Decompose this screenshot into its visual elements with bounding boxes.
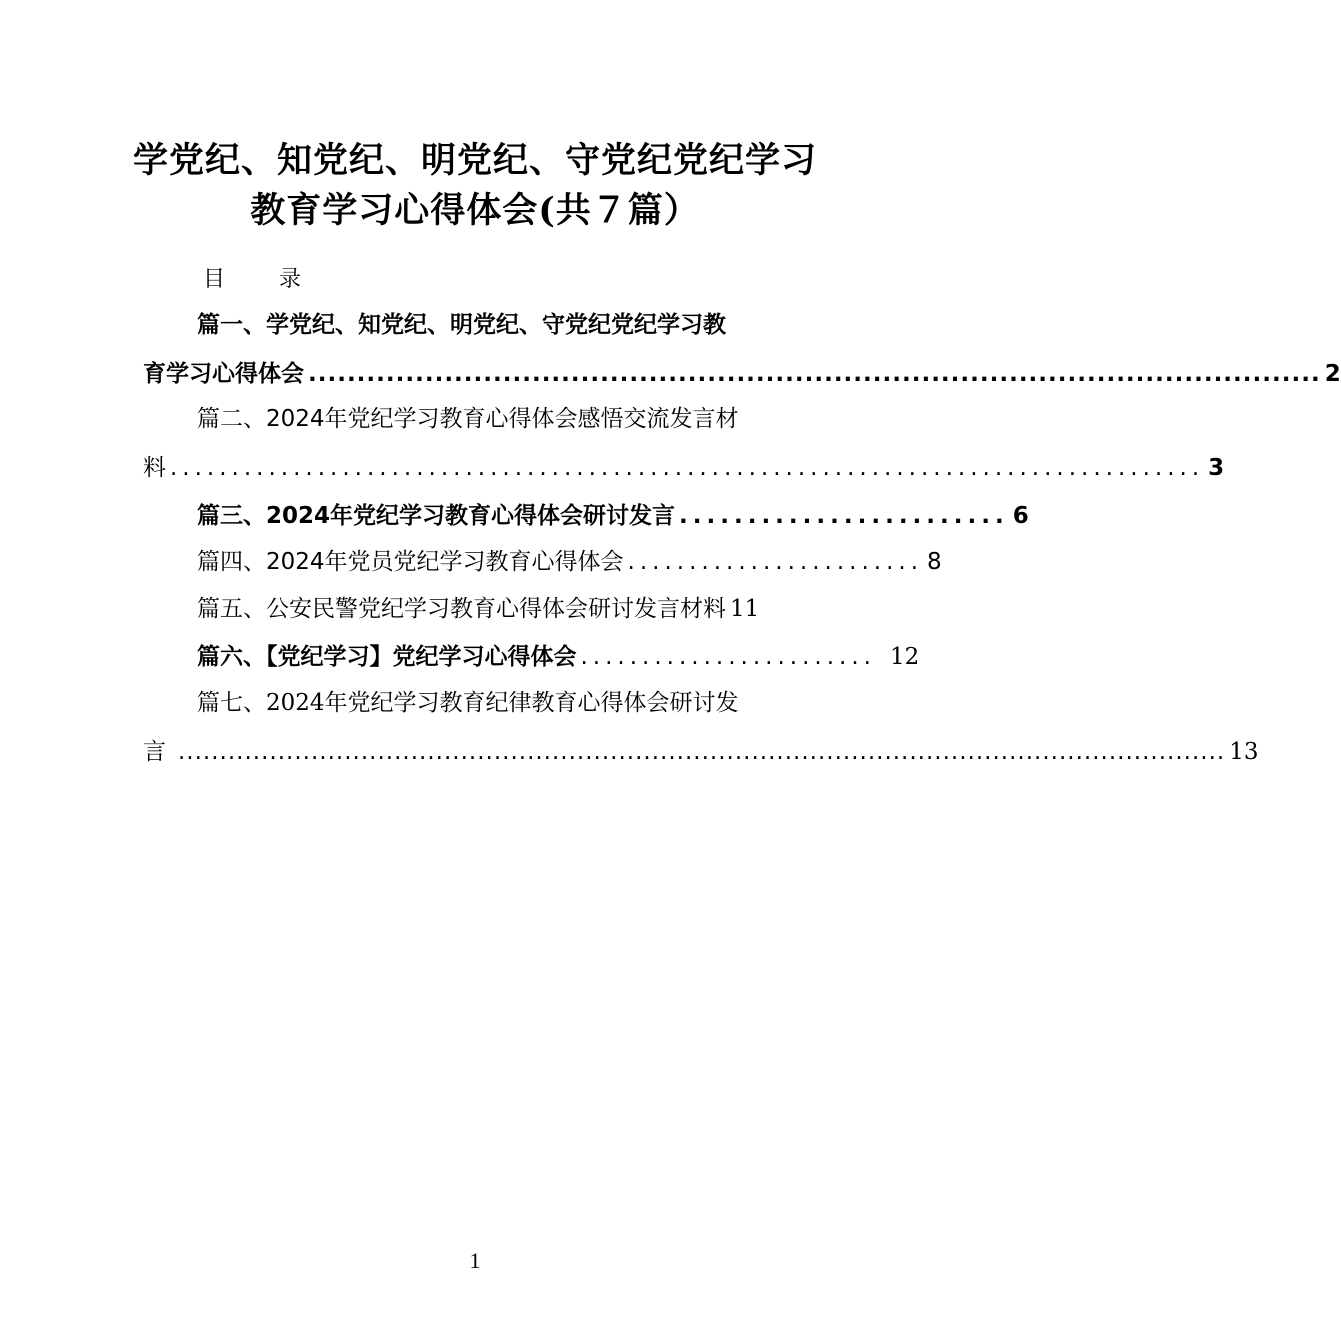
toc-entry-1-page: 2 — [1324, 361, 1341, 387]
toc-entry-2-line-2[interactable] — [143, 451, 1225, 485]
toc-entry-1-line-1: 篇一、学党纪、知党纪、明党纪、守党纪党纪学习教 — [197, 312, 726, 338]
toc-entry-2-title-tail: 料 — [143, 455, 166, 481]
toc-entry-7-leader: .............................................................................................................................. — [178, 739, 1226, 765]
toc-heading: 目 录 — [203, 267, 318, 292]
toc-entry-1-line-2[interactable] — [143, 357, 1341, 391]
toc-entry-7-title-tail: 言 — [143, 739, 166, 765]
toc-entry-2-line-1: 篇二、2024年党纪学习教育心得体会感悟交流发言材 — [197, 406, 739, 432]
toc-entry-5-title: 篇五、公安民警党纪学习教育心得体会研讨发言材料 — [197, 596, 726, 622]
toc-entry-6-page: 12 — [889, 644, 920, 670]
toc-entry-7-line-1: 篇七、2024年党纪学习教育纪律教育心得体会研讨发 — [197, 690, 739, 716]
document-title-line-1: 学党纪、知党纪、明党纪、守党纪党纪学习 — [132, 140, 817, 181]
document-title-line-2: 教育学习心得体会(共７篇） — [250, 190, 700, 231]
toc-entry-5[interactable] — [197, 592, 817, 626]
toc-entry-3[interactable] — [197, 499, 1029, 533]
toc-entry-4[interactable] — [197, 545, 942, 579]
toc-entry-4-leader: ........................ — [627, 549, 924, 575]
toc-entry-7-line-2[interactable] — [143, 735, 1259, 769]
toc-entry-1-title-tail: 育学习心得体会 — [143, 361, 304, 387]
toc-entry-3-page: 6 — [1012, 503, 1029, 529]
toc-entry-2-page: 3 — [1208, 455, 1225, 481]
toc-entry-6-title: 篇六、【党纪学习】党纪学习心得体会 — [197, 644, 577, 670]
toc-entry-6[interactable] — [197, 640, 920, 674]
toc-entry-2-leader: .................................................................................... — [170, 455, 1205, 481]
toc-entry-1-leader: ........................................................................................................ — [308, 361, 1321, 387]
toc-entry-4-title: 篇四、2024年党员党纪学习教育心得体会 — [197, 549, 624, 575]
toc-entry-3-leader: ........................ — [679, 503, 1009, 529]
toc-entry-7-page: 13 — [1229, 739, 1259, 765]
footer-page-number: 1 — [469, 1248, 481, 1273]
toc-entry-6-leader: ........................ — [580, 644, 876, 670]
toc-entry-3-title: 篇三、2024年党纪学习教育心得体会研讨发言 — [197, 503, 676, 529]
toc-entry-4-page: 8 — [927, 549, 942, 575]
toc-entry-5-page: 11 — [730, 596, 760, 622]
